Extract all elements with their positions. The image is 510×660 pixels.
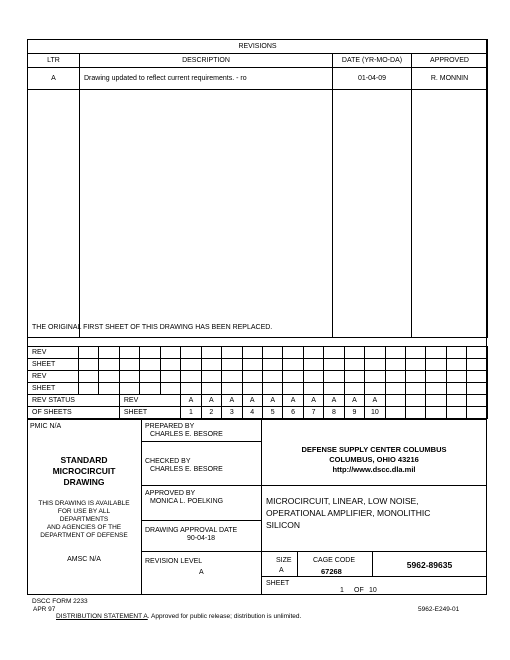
rev-status-rev-label: REV <box>119 395 180 407</box>
grid-cell <box>446 371 466 383</box>
size-value: A <box>279 567 284 574</box>
revision-level-cell <box>145 558 204 577</box>
grid-cell <box>467 371 487 383</box>
rev-value: A <box>222 395 242 407</box>
grid-cell <box>242 347 262 359</box>
grid-cell <box>324 371 344 383</box>
grid-cell <box>385 383 405 395</box>
sheet-value: 4 <box>242 407 262 419</box>
standard-line-2: MICROCIRCUIT <box>52 466 116 476</box>
revision-level-label: REVISION LEVEL <box>145 558 203 565</box>
grid-cell <box>262 383 282 395</box>
sheet-value: 5 <box>262 407 282 419</box>
grid-cell <box>283 347 303 359</box>
grid-cell <box>222 371 242 383</box>
grid-cell <box>119 383 139 395</box>
grid-cell <box>426 371 446 383</box>
checked-by-name: CHARLES E. BESORE <box>150 466 223 473</box>
rev-status-grid <box>27 346 488 419</box>
grid-cell <box>160 347 180 359</box>
availability-line-5: DEPARTMENT OF DEFENSE <box>40 532 128 539</box>
grid-cell <box>406 347 426 359</box>
cage-code-label: CAGE CODE <box>313 557 356 564</box>
pmic-label: PMIC N/A <box>30 423 62 430</box>
cage-code-value: 67268 <box>321 567 342 576</box>
agency-address: COLUMBUS, OHIO 43216 <box>329 455 419 464</box>
grid-cell <box>365 359 385 371</box>
availability-line-4: AND AGENCIES OF THE <box>46 524 122 531</box>
grid-cell <box>79 347 99 359</box>
grid-cell <box>201 383 221 395</box>
grid-cell <box>344 359 364 371</box>
grid-cell <box>446 407 466 419</box>
checked-by-cell <box>145 458 223 474</box>
approval-date-value: 90-04-18 <box>187 535 216 542</box>
revision-date: 01-04-09 <box>333 68 412 90</box>
grid-cell <box>242 371 262 383</box>
title-line-3: SILICON <box>266 520 301 530</box>
rev-value: A <box>201 395 221 407</box>
grid-cell <box>262 359 282 371</box>
grid-cell <box>140 383 160 395</box>
grid-cell <box>385 359 405 371</box>
revisions-title: REVISIONS <box>28 40 488 54</box>
revision-description: Drawing updated to reflect current requirements. - ro <box>80 68 333 90</box>
checked-by-label: CHECKED BY <box>145 458 191 465</box>
prepared-by-label: PREPARED BY <box>145 423 195 430</box>
revision-empty-ltr <box>28 90 80 338</box>
grid-cell <box>222 347 242 359</box>
grid-cell <box>467 407 487 419</box>
grid-cell <box>324 383 344 395</box>
agency-url: http://www.dscc.dla.mil <box>332 465 416 474</box>
revision-empty-approved <box>412 90 488 338</box>
grid-cell <box>324 359 344 371</box>
form-line-1: DSCC FORM 2233 <box>32 598 88 605</box>
grid-cell <box>365 371 385 383</box>
grid-cell <box>426 407 446 419</box>
grid-cell <box>467 347 487 359</box>
grid-cell <box>446 359 466 371</box>
grid-cell <box>344 347 364 359</box>
revision-approved: R. MONNIN <box>412 68 488 90</box>
drawing-title <box>266 495 430 531</box>
rev-value: A <box>365 395 385 407</box>
grid-cell <box>222 383 242 395</box>
approval-date-label: DRAWING APPROVAL DATE <box>145 527 238 534</box>
grid-cell <box>140 359 160 371</box>
grid-cell <box>119 347 139 359</box>
grid-cell <box>426 395 446 407</box>
grid-cell <box>406 371 426 383</box>
grid-cell <box>201 347 221 359</box>
sheet-label: SHEET <box>266 580 290 587</box>
grid-cell <box>160 371 180 383</box>
grid-cell <box>160 359 180 371</box>
grid-cell <box>140 347 160 359</box>
approval-date-cell <box>145 527 237 543</box>
of-sheets-sheet-label: SHEET <box>119 407 180 419</box>
grid-row-label: REV <box>28 371 79 383</box>
grid-row-label: SHEET <box>28 359 79 371</box>
sheet-value: 2 <box>201 407 221 419</box>
prepared-by-cell <box>145 423 223 439</box>
col-header-description: DESCRIPTION <box>80 54 333 68</box>
revision-level-value: A <box>199 569 204 576</box>
grid-cell <box>181 359 201 371</box>
grid-cell <box>344 383 364 395</box>
revision-empty-date <box>333 90 412 338</box>
grid-cell <box>140 371 160 383</box>
title-line-2: OPERATIONAL AMPLIFIER, MONOLITHIC <box>266 508 431 518</box>
grid-cell <box>283 371 303 383</box>
rev-value: A <box>181 395 201 407</box>
rev-value: A <box>262 395 282 407</box>
availability-line-3: DEPARTMENTS <box>59 516 109 523</box>
sheet-total: 10 <box>369 587 377 594</box>
grid-cell <box>222 359 242 371</box>
sheet-number: 1 <box>340 587 344 594</box>
size-label: SIZE <box>276 557 292 564</box>
grid-cell <box>119 359 139 371</box>
grid-cell <box>303 359 323 371</box>
form-line-2: APR 97 <box>33 605 56 613</box>
distribution-statement <box>56 613 301 620</box>
agency-block <box>261 445 487 475</box>
grid-cell <box>262 347 282 359</box>
grid-cell <box>303 347 323 359</box>
distribution-text: . Approved for public release; distribution is unlimited. <box>147 613 302 620</box>
rev-value: A <box>303 395 323 407</box>
rev-value: A <box>283 395 303 407</box>
grid-cell <box>324 347 344 359</box>
grid-cell <box>242 383 262 395</box>
grid-cell <box>446 383 466 395</box>
col-header-date: DATE (YR-MO-DA) <box>333 54 412 68</box>
availability-line-2: FOR USE BY ALL <box>57 508 111 515</box>
grid-cell <box>242 359 262 371</box>
form-number <box>32 598 88 613</box>
replaced-note: THE ORIGINAL FIRST SHEET OF THIS DRAWING HAS BEEN REPLACED. <box>32 324 273 331</box>
sheet-of-label: OF <box>354 587 364 594</box>
standard-line-1: STANDARD <box>60 455 108 465</box>
sheet-value: 7 <box>303 407 323 419</box>
grid-cell <box>283 359 303 371</box>
title-block <box>27 419 487 595</box>
grid-cell <box>99 383 119 395</box>
grid-cell <box>446 395 466 407</box>
rev-value: A <box>324 395 344 407</box>
grid-cell <box>99 359 119 371</box>
agency-name: DEFENSE SUPPLY CENTER COLUMBUS <box>301 445 447 454</box>
grid-cell <box>385 395 405 407</box>
grid-cell <box>344 371 364 383</box>
grid-cell <box>406 407 426 419</box>
approved-by-name: MONICA L. POELKING <box>150 498 224 505</box>
grid-cell <box>467 359 487 371</box>
grid-cell <box>79 383 99 395</box>
grid-cell <box>365 383 385 395</box>
grid-cell <box>79 359 99 371</box>
sheet-value: 10 <box>365 407 385 419</box>
grid-cell <box>426 347 446 359</box>
grid-cell <box>119 371 139 383</box>
sheet-value: 6 <box>283 407 303 419</box>
grid-cell <box>99 371 119 383</box>
revision-empty-description <box>80 90 333 338</box>
rev-status-label: REV STATUS <box>28 395 120 407</box>
prepared-by-name: CHARLES E. BESORE <box>150 431 223 438</box>
grid-cell <box>426 383 446 395</box>
drawing-number: 5962-89635 <box>406 560 453 570</box>
document-id: 5962-E249-01 <box>418 606 460 613</box>
revision-ltr: A <box>28 68 80 90</box>
of-sheets-label: OF SHEETS <box>28 407 120 419</box>
grid-row-label: SHEET <box>28 383 79 395</box>
grid-cell <box>385 347 405 359</box>
grid-cell <box>283 383 303 395</box>
standard-drawing-heading <box>27 455 141 488</box>
sheet-value: 8 <box>324 407 344 419</box>
col-header-approved: APPROVED <box>412 54 488 68</box>
grid-cell <box>406 383 426 395</box>
grid-cell <box>99 347 119 359</box>
grid-cell <box>201 371 221 383</box>
distribution-label: DISTRIBUTION STATEMENT A <box>56 613 148 620</box>
approved-by-label: APPROVED BY <box>145 490 196 497</box>
amsc-label: AMSC N/A <box>67 556 101 563</box>
grid-cell <box>303 371 323 383</box>
availability-line-1: THIS DRAWING IS AVAILABLE <box>38 500 130 507</box>
grid-cell <box>426 359 446 371</box>
grid-cell <box>160 383 180 395</box>
standard-line-3: DRAWING <box>63 477 105 487</box>
grid-cell <box>181 371 201 383</box>
grid-cell <box>467 383 487 395</box>
availability-note <box>27 500 141 540</box>
grid-cell <box>303 383 323 395</box>
grid-cell <box>79 371 99 383</box>
rev-value: A <box>242 395 262 407</box>
grid-cell <box>365 347 385 359</box>
grid-cell <box>406 359 426 371</box>
sheet-value: 9 <box>344 407 364 419</box>
revisions-table <box>27 39 488 338</box>
approved-by-cell <box>145 490 223 506</box>
grid-cell <box>467 395 487 407</box>
grid-cell <box>385 371 405 383</box>
col-header-ltr: LTR <box>28 54 80 68</box>
grid-cell <box>201 359 221 371</box>
title-line-1: MICROCIRCUIT, LINEAR, LOW NOISE, <box>266 496 419 506</box>
grid-cell <box>446 347 466 359</box>
grid-row-label: REV <box>28 347 79 359</box>
grid-cell <box>262 371 282 383</box>
grid-cell <box>181 383 201 395</box>
sheet-value: 1 <box>181 407 201 419</box>
grid-cell <box>385 407 405 419</box>
grid-cell <box>181 347 201 359</box>
rev-value: A <box>344 395 364 407</box>
sheet-value: 3 <box>222 407 242 419</box>
grid-cell <box>406 395 426 407</box>
